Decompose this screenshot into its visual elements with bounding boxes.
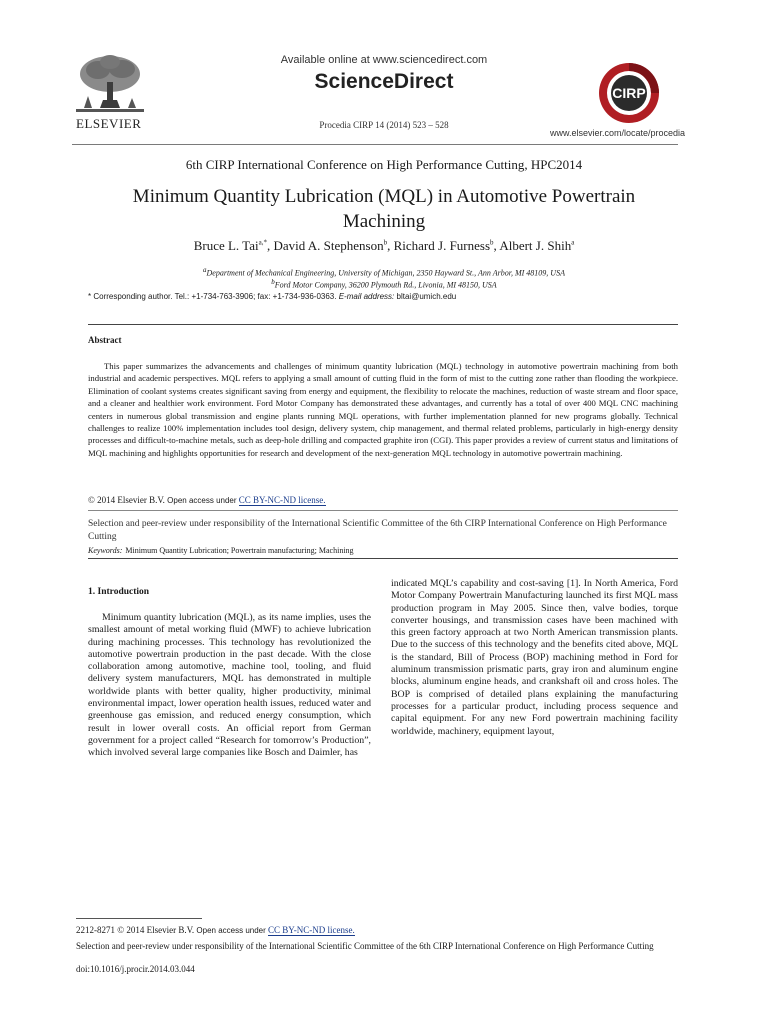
keywords-label: Keywords: [88, 546, 123, 555]
author-affiliation-mark: b [383, 238, 388, 247]
author-name: Richard J. Furness [393, 238, 491, 253]
introduction-paragraph-right: indicated MQL’s capability and cost-saving [1]. In North America, Ford Motor Company Powertrain Manufacturing launched its first MQL mass production program in May 2005. Since then, valve bodies, torque converter housings, and transmission cases have been machined with this green factory approach at two North American transmission plants. Due to the success of this technology and the benefits cited above, MQL is the standard, Bill of Process (BOP) machining method in Ford for aluminum transmission prismatic parts, gray iron and aluminum engine blocks, aluminum engine heads, and crankshaft oil and cross holes. The BOP is comprised of detailed plans explaining the manufacturing processes for a particular product, including process sequence and capital equipment. For any new Ford powertrain machining facility worldwide, machinery, equipment layout, [391, 578, 678, 737]
affiliation-text: Ford Motor Company, 36200 Plymouth Rd., Livonia, MI 48150, USA [274, 280, 497, 290]
issn-copyright: 2212-8271 © 2014 Elsevier B.V. [76, 925, 195, 935]
available-online-line[interactable]: Available online at www.sciencedirect.com [280, 54, 488, 66]
affiliation-b [0, 278, 768, 290]
author-name: David A. Stephenson [273, 238, 384, 253]
open-access-text: Open access under [196, 926, 266, 935]
cirp-logo [588, 58, 670, 128]
keywords-line [88, 546, 354, 555]
author-name: Albert J. Shih [499, 238, 572, 253]
footer-peer-review: Selection and peer-review under responsibility of the International Scientific Committee of the 6th CIRP International Conference on High Performance Cutting [76, 941, 654, 951]
introduction-paragraph-left: Minimum quantity lubrication (MQL), as its name implies, uses the smallest amount of metal working fluid (MWF) to achieve lubrication during machining processes. This technology has revolutionized the automotive powertrain production in the past decade. With the close collaboration among automotive, machine tool, tooling, and fluid delivery system manufacturers, MQL has demonstrated in multiple worldwide plants with better quality, higher productivity, minimal environmental impact, lower operation health issues, reduced water and greenhouse gas emission, and reduced energy consumption, which result in lower overall costs. An official report from German government for a project called “Research for tomorrow’s Production”, which involved several large companies like Bosch and Daimler, has [88, 612, 371, 759]
journal-citation: Procedia CIRP 14 (2014) 523 – 528 [319, 120, 449, 130]
license-link[interactable]: CC BY-NC-ND license. [238, 495, 326, 505]
author-affiliation-mark: b [490, 238, 494, 247]
footer-issn-line [76, 925, 355, 935]
license-link[interactable]: CC BY-NC-ND license. [268, 925, 355, 935]
section-heading-introduction: 1. Introduction [88, 587, 150, 597]
cirp-logo-text: CIRP [612, 85, 646, 101]
abstract-bottom-divider [88, 558, 678, 559]
conference-name: 6th CIRP International Conference on High Performance Cutting, HPC2014 [185, 157, 583, 172]
abstract-middle-divider [88, 510, 678, 511]
affiliation-mark: a [203, 266, 207, 274]
affiliation-text: Department of Mechanical Engineering, University of Michigan, 2350 Hayward St., Ann Arbor, MI 48109, USA [206, 268, 565, 278]
open-access-text: Open access under [167, 496, 237, 505]
header-divider [72, 144, 678, 145]
copyright-text: © 2014 Elsevier B.V. [88, 495, 165, 505]
paper-title: Minimum Quantity Lubrication (MQL) in Automotive Powertrain Machining [132, 186, 636, 232]
corresponding-author-note [88, 292, 456, 301]
author-name: Bruce L. Tai [193, 238, 259, 253]
affiliation-mark: b [271, 278, 275, 286]
author-list: Bruce L. Tai$^{a,*}$, David A. Stephenson$^b$, Richard J. Furness$^b$, Albert J. Shih$^a$ [193, 238, 575, 253]
author-affiliation-mark: a [571, 238, 575, 247]
corresponding-contact: * Corresponding author. Tel.: +1-734-763-3906; fax: +1-734-936-0363. [88, 292, 337, 301]
affiliation-a [0, 266, 768, 278]
publisher-name: ELSEVIER [76, 116, 142, 131]
abstract-top-divider [88, 324, 678, 325]
doi-link[interactable]: doi:10.1016/j.procir.2014.03.044 [76, 964, 195, 974]
abstract-body: This paper summarizes the advancements and challenges of minimum quantity lubrication (MQL) technology in automotive powertrain machining from both industrial and academic perspectives. MQL refers to applying a small amount of cutting fluid in the form of mist to the cutting zone rather than flooding the workpiece. Elimination of coolant systems creates significant saving from energy and equipment, the flexibility to relocate the machines, reduction of waste stream and floor space, and a cleaner and healthier work environment. Ford Motor Company has demonstrated these advantages, and currently has a total of over 400 MQL CNC machining centers in numerous global transmission and engine plants running MQL operations, with further implementation planned for new programs globally. Technical challenges to realize 100% implementation includes tool design, delivery system, chip management, and thermal related problems, particularly in high-energy density processes and difficult-to-machine metals, such as deep-hole drilling and compacted graphite iron (CGI). This paper provides a review of current status and limitations of MQL machining and highlights opportunities for research and development of the next-generation MQL technology in automotive powertrain machining. [88, 361, 678, 458]
sciencedirect-brand[interactable]: ScienceDirect [314, 70, 454, 93]
abstract-heading: Abstract [88, 335, 122, 345]
copyright-line [88, 495, 326, 505]
email-link[interactable]: bltai@umich.edu [396, 292, 457, 301]
peer-review-statement: Selection and peer-review under responsibility of the International Scientific Committee of the 6th CIRP International Conference on High Performance Cutting [88, 519, 667, 542]
footnote-divider [76, 918, 202, 919]
publisher-url-link[interactable]: www.elsevier.com/locate/procedia [550, 128, 686, 138]
email-label: E-mail address: [338, 292, 395, 301]
author-affiliation-mark: a,* [258, 238, 267, 247]
keywords-text: Minimum Quantity Lubrication; Powertrain manufacturing; Machining [125, 546, 354, 555]
